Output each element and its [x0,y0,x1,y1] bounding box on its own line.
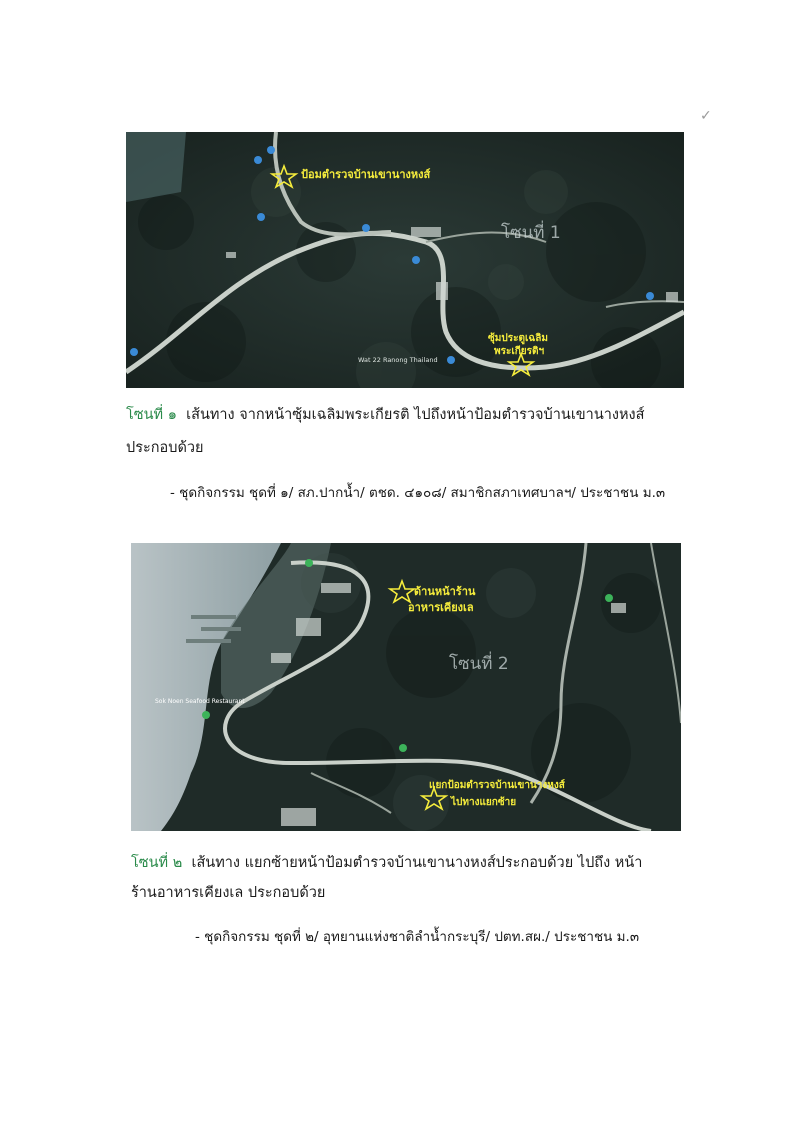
zone2-route-line2: ร้านอาหารเคียงเล ประกอบด้วย [131,885,326,901]
zone2-map-label-restaurant: Sok Noen Seafood Restaurant [155,698,245,705]
zone2-route-text: เส้นทาง แยกซ้ายหน้าป้อมตำรวจบ้านเขานางหงส์ประกอบด้วย ไปถึง หน้า [191,855,643,871]
zone2-route-line1 [131,851,642,875]
zone1-route-line1 [126,403,644,427]
zone1-activity: - ชุดกิจกรรม ชุดที่ ๑/ สภ.ปากน้ำ/ ตชด. ๔๑๐๘/ สมาชิกสภาเทศบาลฯ/ ประชาชน ม.๓ [170,485,666,501]
zone2-map-label-junction-2: ไปทางแยกซ้าย [451,797,517,808]
zone2-heading: โซนที่ ๒ [131,855,183,871]
zone2-map [131,543,681,831]
zone2-map-label-junction-1: แยกป้อมตำรวจบ้านเขานางหงส์ [429,780,565,791]
zone1-map [126,132,684,388]
zone1-map-zone-label: โซนที่ 1 [501,223,561,243]
zone2-activity: - ชุดกิจกรรม ชุดที่ ๒/ อุทยานแห่งชาติลำน้ำกระบุรี/ ปตท.สผ./ ประชาชน ม.๓ [195,929,640,945]
zone1-map-label-arch-2: พระเกียรติฯ [494,346,545,357]
zone1-route-line2: ประกอบด้วย [126,440,204,456]
zone1-heading: โซนที่ ๑ [126,407,177,423]
zone1-map-label-police: ป้อมตำรวจบ้านเขานางหงส์ [301,168,431,181]
zone2-map-zone-label: โซนที่ 2 [449,654,509,674]
zone2-map-label-shop-2: อาหารเคียงเล [408,601,474,614]
check-mark-icon: ✓ [700,108,712,124]
zone2-map-label-shop-1: ด้านหน้าร้าน [414,585,476,598]
zone1-map-label-arch-1: ซุ้มประตูเฉลิม [488,333,548,344]
zone1-map-road-label: Wat 22 Ranong Thailand [358,356,438,364]
zone1-route-text: เส้นทาง จากหน้าซุ้มเฉลิมพระเกียรติ ไปถึงหน้าป้อมตำรวจบ้านเขานางหงส์ [186,407,645,423]
